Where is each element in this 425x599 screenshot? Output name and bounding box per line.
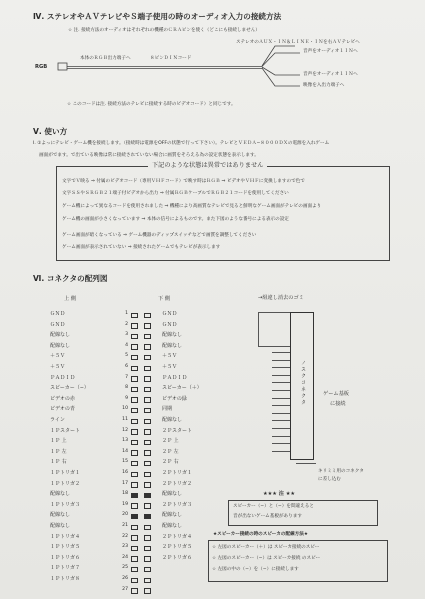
left-pin-label: １Ｐトリガ７ [50,565,80,572]
connector-tick [272,443,290,444]
connector-tick [272,390,290,391]
left-pin-label: １Ｐスタート [50,427,81,434]
section-4-note-top: ☆ 注. 接続方法のオーディオはそれぞれの機種のＣＲＡピンを使く（どこにも接続しません） [68,28,260,33]
pin-bottom [144,493,151,499]
section-5-line-1: Ⅰ. ①よっにテレビ・ゲーム機を接続します。（接続時は電源をOFFの状態で行って下さい）。テレビとＶＥＤＡ−８０００ＤＸの電源を入れゲーム [33,141,330,146]
pin-top [131,344,138,350]
right-pin-label: 配線なし [162,512,183,519]
warning-line-2: 音が出ないゲーム基板があります [233,514,302,519]
pin-top [131,366,138,372]
notice-row: ゲーム画面が表示されていない ⇒ 接続されたゲームでもテレビが表示します [62,245,221,250]
label-8pin-din: ８ピンＤＩＮコード [150,56,192,61]
left-pin-label: ビデオの青 [50,406,75,413]
left-pin-label: 配線なし [50,342,71,349]
pin-bottom [144,408,151,414]
notice-row: ゲーム機によって異なるコードを使用されました ⇒ 機種により高画質なテレビで見ると鮮明なゲーム画面がテレビの画面より [62,204,322,209]
pin-number: 12 [122,427,128,433]
right-label-connect: に接続 [330,401,346,407]
connector-tick [272,375,290,376]
right-pin-label: ２Ｐ 左 [162,448,179,455]
right-pin-label: ＋５Ｖ [162,364,178,370]
pin-top [131,440,138,446]
right-pin-label: ２Ｐトリガ１ [162,470,192,476]
column-header-top: 上 側 [64,296,77,302]
connector-tick [272,398,290,399]
pin-top [131,376,138,382]
right-pin-label: ２Ｐトリガ４ [162,533,192,540]
pin-number: 1 [125,311,128,316]
pin-bottom [144,313,151,319]
label-audio-out-1: 音声をオーディオ１ＩＮへ [303,49,358,54]
right-pin-label: ビデオの緑 [162,395,187,402]
pin-bottom [144,334,151,340]
pin-number: 15 [122,459,128,465]
right-pin-label: ２Ｐトリガ６ [162,554,192,561]
right-pin-label: ２Ｐトリガ３ [162,501,192,508]
left-pin-label: 配線なし [50,523,71,529]
connector-tick [272,413,290,414]
connector-tick [272,360,290,361]
pin-bottom [144,482,151,488]
left-pin-label: １Ｐトリガ３ [50,501,80,508]
pointer-line [296,463,316,464]
pin-top [131,323,138,329]
speaker-note-line: ☆ 左図の中の（−）を（−）に接続します [212,567,299,572]
speaker-note-line: ☆ 左図のスピーカー（＋）は スピーカ接続のスピー [212,545,320,550]
pin-top [131,556,138,562]
connector-tick [272,428,290,429]
pin-number: 13 [122,438,128,444]
pin-number: 25 [122,565,128,571]
section-6-title: Ⅵ. コネクタの配列図 [33,274,108,283]
pin-bottom [144,429,151,435]
pin-bottom [144,556,151,562]
pin-top [131,493,138,499]
pin-bottom [144,546,151,552]
pin-bottom [144,514,151,520]
left-pin-label: ＋５Ｖ [50,353,66,360]
right-pin-label: 配線なし [162,332,183,339]
pin-bottom [144,503,151,509]
pin-top [131,482,138,488]
right-pin-label: 配線なし [162,491,183,498]
pin-bottom [144,472,151,478]
pin-bottom [144,344,151,350]
pin-top [131,450,138,456]
right-label-board: ゲーム基板 [323,391,349,397]
pin-number: 10 [122,406,128,412]
speaker-note-line: ☆ 左図のスピーカー（−）は スピーカ接続 のスピー [212,556,321,561]
pin-top [131,535,138,541]
right-pin-label: ２Ｐトリガ５ [162,544,192,551]
label-video-out: 映像を入出力端子へ [303,83,345,88]
right-pin-label: ＰＡＤＩＤ [162,374,188,381]
left-pin-label: ＧＮＤ [50,311,66,317]
left-pin-label: 配線なし [50,512,71,519]
section-4-note-bottom: ☆ このコードは注. 接続方法のテレビに接続する時のビデオコード）と同じです。 [67,102,236,107]
connector-vertical-label: ノ ス ク コ ネ ク タ [300,360,306,405]
pin-top [131,429,138,435]
warning-line-1: スピーカー（−）と（−）を間違えると [233,504,314,509]
connector-tick [272,451,290,452]
left-pin-label: １Ｐ 左 [50,448,67,455]
left-pin-label: １Ｐトリガ１ [50,470,80,476]
pin-bottom [144,588,151,594]
pin-number: 7 [125,374,128,380]
pin-bottom [144,535,151,541]
notice-box-title: 下記のような状態は異常ではありません [148,163,267,169]
connector-tick [272,420,290,421]
left-pin-label: ＋５Ｖ [50,364,66,370]
pin-top [131,334,138,340]
pin-bottom [144,376,151,382]
cable-diagram [0,0,425,140]
pin-bottom [144,397,151,403]
pin-top [131,419,138,425]
pin-number: 6 [125,364,128,369]
pin-number: 21 [122,523,128,528]
left-pin-label: ライン [50,417,65,423]
pin-top [131,355,138,361]
right-pin-label: 配線なし [162,417,183,423]
right-pin-label: ２Ｐ 上 [162,438,179,445]
note-stars: ★★★ 注 ★★ [263,491,296,497]
left-pin-label: １Ｐ 上 [50,438,67,445]
section-5-title: Ⅴ. 使い方 [33,127,68,136]
bracket-line [258,346,290,347]
right-pin-label: ２Ｐトリガ２ [162,480,192,487]
pin-bottom [144,387,151,393]
pin-number: 4 [125,342,128,348]
right-label-insert: に差し込む [318,477,341,482]
notice-row: 文字でＶ映る ⇒ 付属のビデオコード（専用ＶＨＦコード）で映す時はＲＧＢ ⇒ ビデオやＶＨＦに変換しますので色で [62,179,305,184]
pin-number: 18 [122,491,128,497]
pin-top [131,408,138,414]
label-main-cable: 本体のＲＧＢ出力端子へ [80,56,131,61]
right-pin-label: ＧＮＤ [162,321,178,328]
right-top-label: →組違し消去のゴミ [258,295,304,301]
left-pin-label: ビデオの赤 [50,395,75,402]
pin-bottom [144,440,151,446]
left-pin-label: １Ｐトリガ６ [50,554,80,561]
pin-number: 26 [122,576,128,581]
label-rgb: RGB [35,64,48,70]
right-pin-label: 同期 [162,406,173,413]
notice-row: ゲーム機の画面が小さくなっています ⇒ 本体の信号によるものです。また下図のような番号による表示の設定 [62,217,289,222]
right-pin-label: スピーカー（＋） [162,385,202,392]
right-pin-label: ＧＮＤ [162,311,178,317]
left-pin-label: 配線なし [50,332,71,339]
right-pin-label: ２Ｐスタート [162,427,193,434]
pin-number: 23 [122,544,128,550]
pin-top [131,397,138,403]
pin-bottom [144,567,151,573]
connector-tick [272,436,290,437]
pin-bottom [144,525,151,531]
column-header-bottom: 下 側 [158,296,171,302]
right-pin-label: ＋５Ｖ [162,353,178,360]
bracket-line [258,312,290,313]
left-pin-label: 配線なし [50,491,71,498]
left-pin-label: １Ｐトリガ５ [50,544,80,551]
connector-tick [272,367,290,368]
pin-number: 3 [125,332,128,338]
pin-top [131,525,138,531]
label-audio-out-2: 音声をオーディオ１ＩＮへ [303,72,358,77]
pin-top [131,461,138,467]
section-5-line-2: 画面がでます。で出ている映像は常に接続されていない場合に画質をそろえる為の設定状態を表示します。 [33,153,259,158]
pin-number: 27 [122,586,128,592]
pin-top [131,503,138,509]
pin-bottom [144,355,151,361]
pin-number: 2 [125,321,128,327]
pin-number: 16 [122,470,128,475]
pin-number: 22 [122,533,128,539]
pin-number: 8 [125,385,128,391]
pin-bottom [144,461,151,467]
left-pin-label: ＧＮＤ [50,321,66,328]
left-pin-label: １Ｐトリガ４ [50,533,80,540]
right-pin-label: ２Ｐ 右 [162,459,179,466]
left-pin-label: １Ｐ 右 [50,459,67,466]
bracket-line [258,312,259,346]
speaker-note-title: ★スピーカー接続の時のスピーカの配線方法★ [213,532,308,537]
pin-number: 24 [122,554,128,560]
pin-top [131,313,138,319]
pin-number: 17 [122,480,128,486]
connector-tick [272,352,290,353]
notice-row: 文字ＳＳやＳＲＧＢ２１端子付ビデオから出力 ⇒ 付属ＲＧＢケーブルでＲＧＢ２１コードを使用してください [62,191,289,196]
left-pin-label: ＰＡＤＩＤ [50,374,76,381]
pin-bottom [144,419,151,425]
pin-bottom [144,450,151,456]
pin-number: 19 [122,501,128,507]
pin-number: 14 [122,448,128,454]
connector-tick [272,405,290,406]
label-stereo: ステレオのＡＵＸ・ＩＮ＆ＬＩＮＥ・ＩＮを右ＡＶテレビへ [236,40,360,45]
right-pin-label: 配線なし [162,523,183,529]
section-4-title: Ⅳ. ステレオやＡＶテレビやＳ端子使用の時のオーディオ入力の接続方法 [33,12,282,21]
pin-number: 20 [122,512,128,518]
pin-number: 11 [122,417,128,422]
pin-bottom [144,323,151,329]
pin-number: 5 [125,353,128,359]
pin-top [131,387,138,393]
pin-bottom [144,366,151,372]
pin-bottom [144,578,151,584]
pin-top [131,588,138,594]
left-pin-label: １Ｐトリガ２ [50,480,80,487]
pin-top [131,514,138,520]
pin-top [131,578,138,584]
connector-tick [272,382,290,383]
right-label-keymimi: キリミミ用のコネクタ [318,469,364,474]
right-pin-label: 配線なし [162,342,183,349]
pin-number: 9 [125,395,128,401]
left-pin-label: スピーカー（−） [50,385,89,392]
pin-top [131,472,138,478]
pin-top [131,567,138,573]
pin-top [131,546,138,552]
notice-row: ゲーム画面が暗くなっている ⇒ ゲーム機器のディップスイッチなどで画質を調整してください [62,233,257,238]
left-pin-label: １Ｐトリガ８ [50,576,80,582]
